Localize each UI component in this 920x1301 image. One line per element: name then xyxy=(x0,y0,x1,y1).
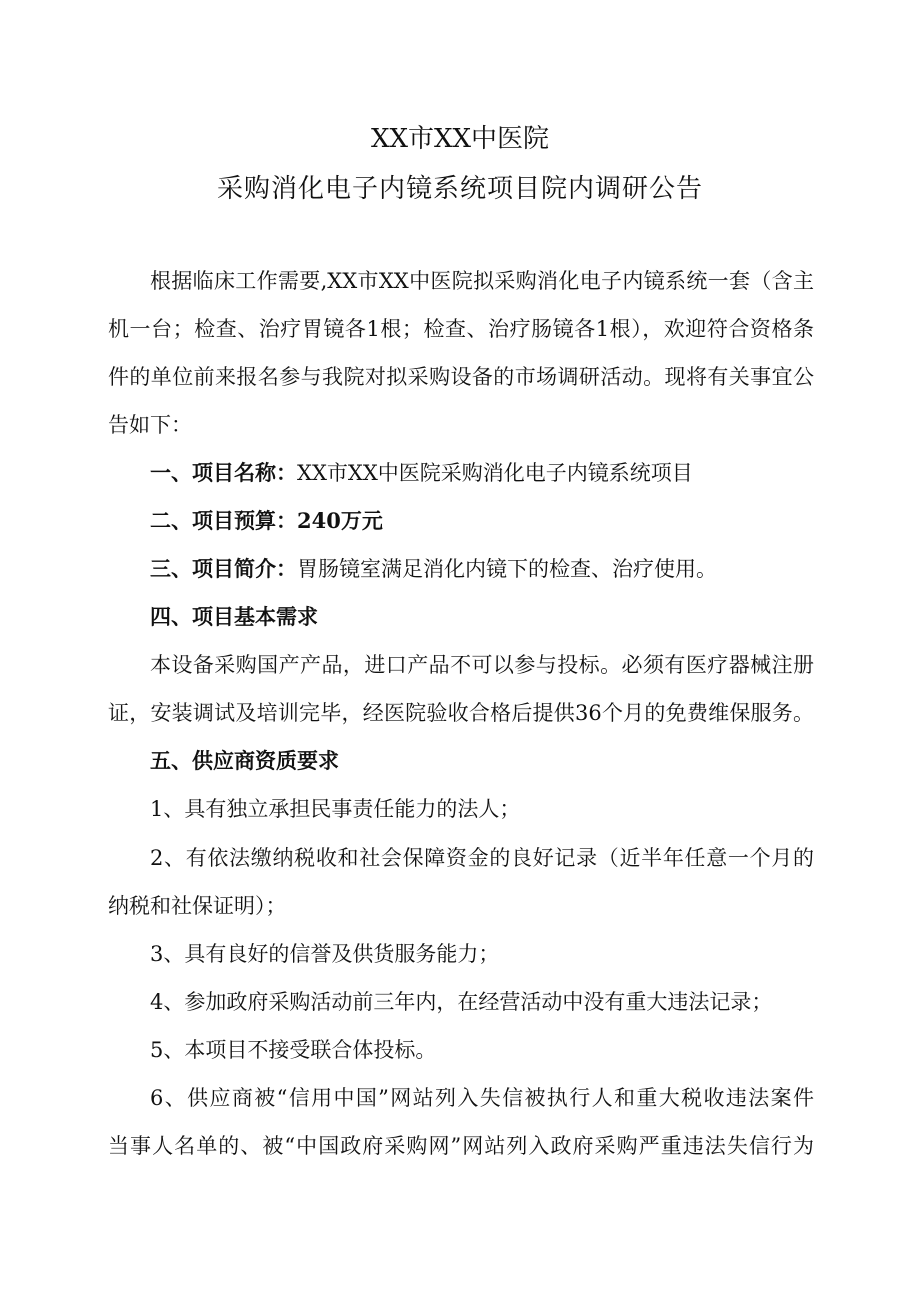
project-summary-label: 三、项目简介： xyxy=(150,556,297,581)
section-basic-needs-heading: 四、项目基本需求 xyxy=(150,604,318,629)
requirement-4: 4、参加政府采购活动前三年内，在经营活动中没有重大违法记录； xyxy=(150,990,773,1014)
requirement-6-line-1: 6、供应商被“信用中国”网站列入失信被执行人和重大税收违法案件 xyxy=(150,1086,814,1110)
project-budget-label: 二、项目预算： xyxy=(150,508,297,533)
requirement-2-line-2: 纳税和社保证明）； xyxy=(108,894,287,918)
section-project-summary xyxy=(150,554,814,584)
basic-needs-line-2: 证，安装调试及培训完毕，经医院验收合格后提供36个月的免费维保服务。 xyxy=(108,701,814,725)
section-supplier-qualification-heading: 五、供应商资质要求 xyxy=(150,748,339,773)
intro-line-2: 机一台；检查、治疗胃镜各1根；检查、治疗肠镜各1根），欢迎符合资格条 xyxy=(108,317,814,341)
project-summary-value: 胃肠镜室满足消化内镜下的检查、治疗使用。 xyxy=(297,557,717,581)
requirement-1: 1、具有独立承担民事责任能力的法人； xyxy=(150,797,521,821)
intro-line-4: 告如下： xyxy=(108,413,192,437)
requirement-6-line-2: 当事人名单的、被“中国政府采购网”网站列入政府采购严重违法失信行为 xyxy=(108,1134,814,1158)
basic-needs-line-1: 本设备采购国产产品，进口产品不可以参与投标。必须有医疗器械注册 xyxy=(150,653,814,677)
intro-line-3: 件的单位前来报名参与我院对拟采购设备的市场调研活动。现将有关事宜公 xyxy=(108,365,814,389)
intro-line-1: 根据临床工作需要,XX市XX中医院拟采购消化电子内镜系统一套（含主 xyxy=(150,269,814,293)
section-project-name xyxy=(150,458,814,488)
hospital-title: XX市XX中医院 xyxy=(370,124,550,154)
section-project-budget xyxy=(150,506,814,536)
requirement-5: 5、本项目不接受联合体投标。 xyxy=(150,1038,437,1062)
requirement-3: 3、具有良好的信誉及供货服务能力； xyxy=(150,942,500,966)
project-name-value: XX市XX中医院采购消化电子内镜系统项目 xyxy=(297,461,693,485)
project-name-label: 一、项目名称： xyxy=(150,460,297,485)
project-budget-value: 240万元 xyxy=(297,508,383,533)
requirement-2-line-1: 2、有依法缴纳税收和社会保障资金的良好记录（近半年任意一个月的 xyxy=(150,846,814,870)
announcement-title: 采购消化电子内镜系统项目院内调研公告 xyxy=(216,174,703,204)
